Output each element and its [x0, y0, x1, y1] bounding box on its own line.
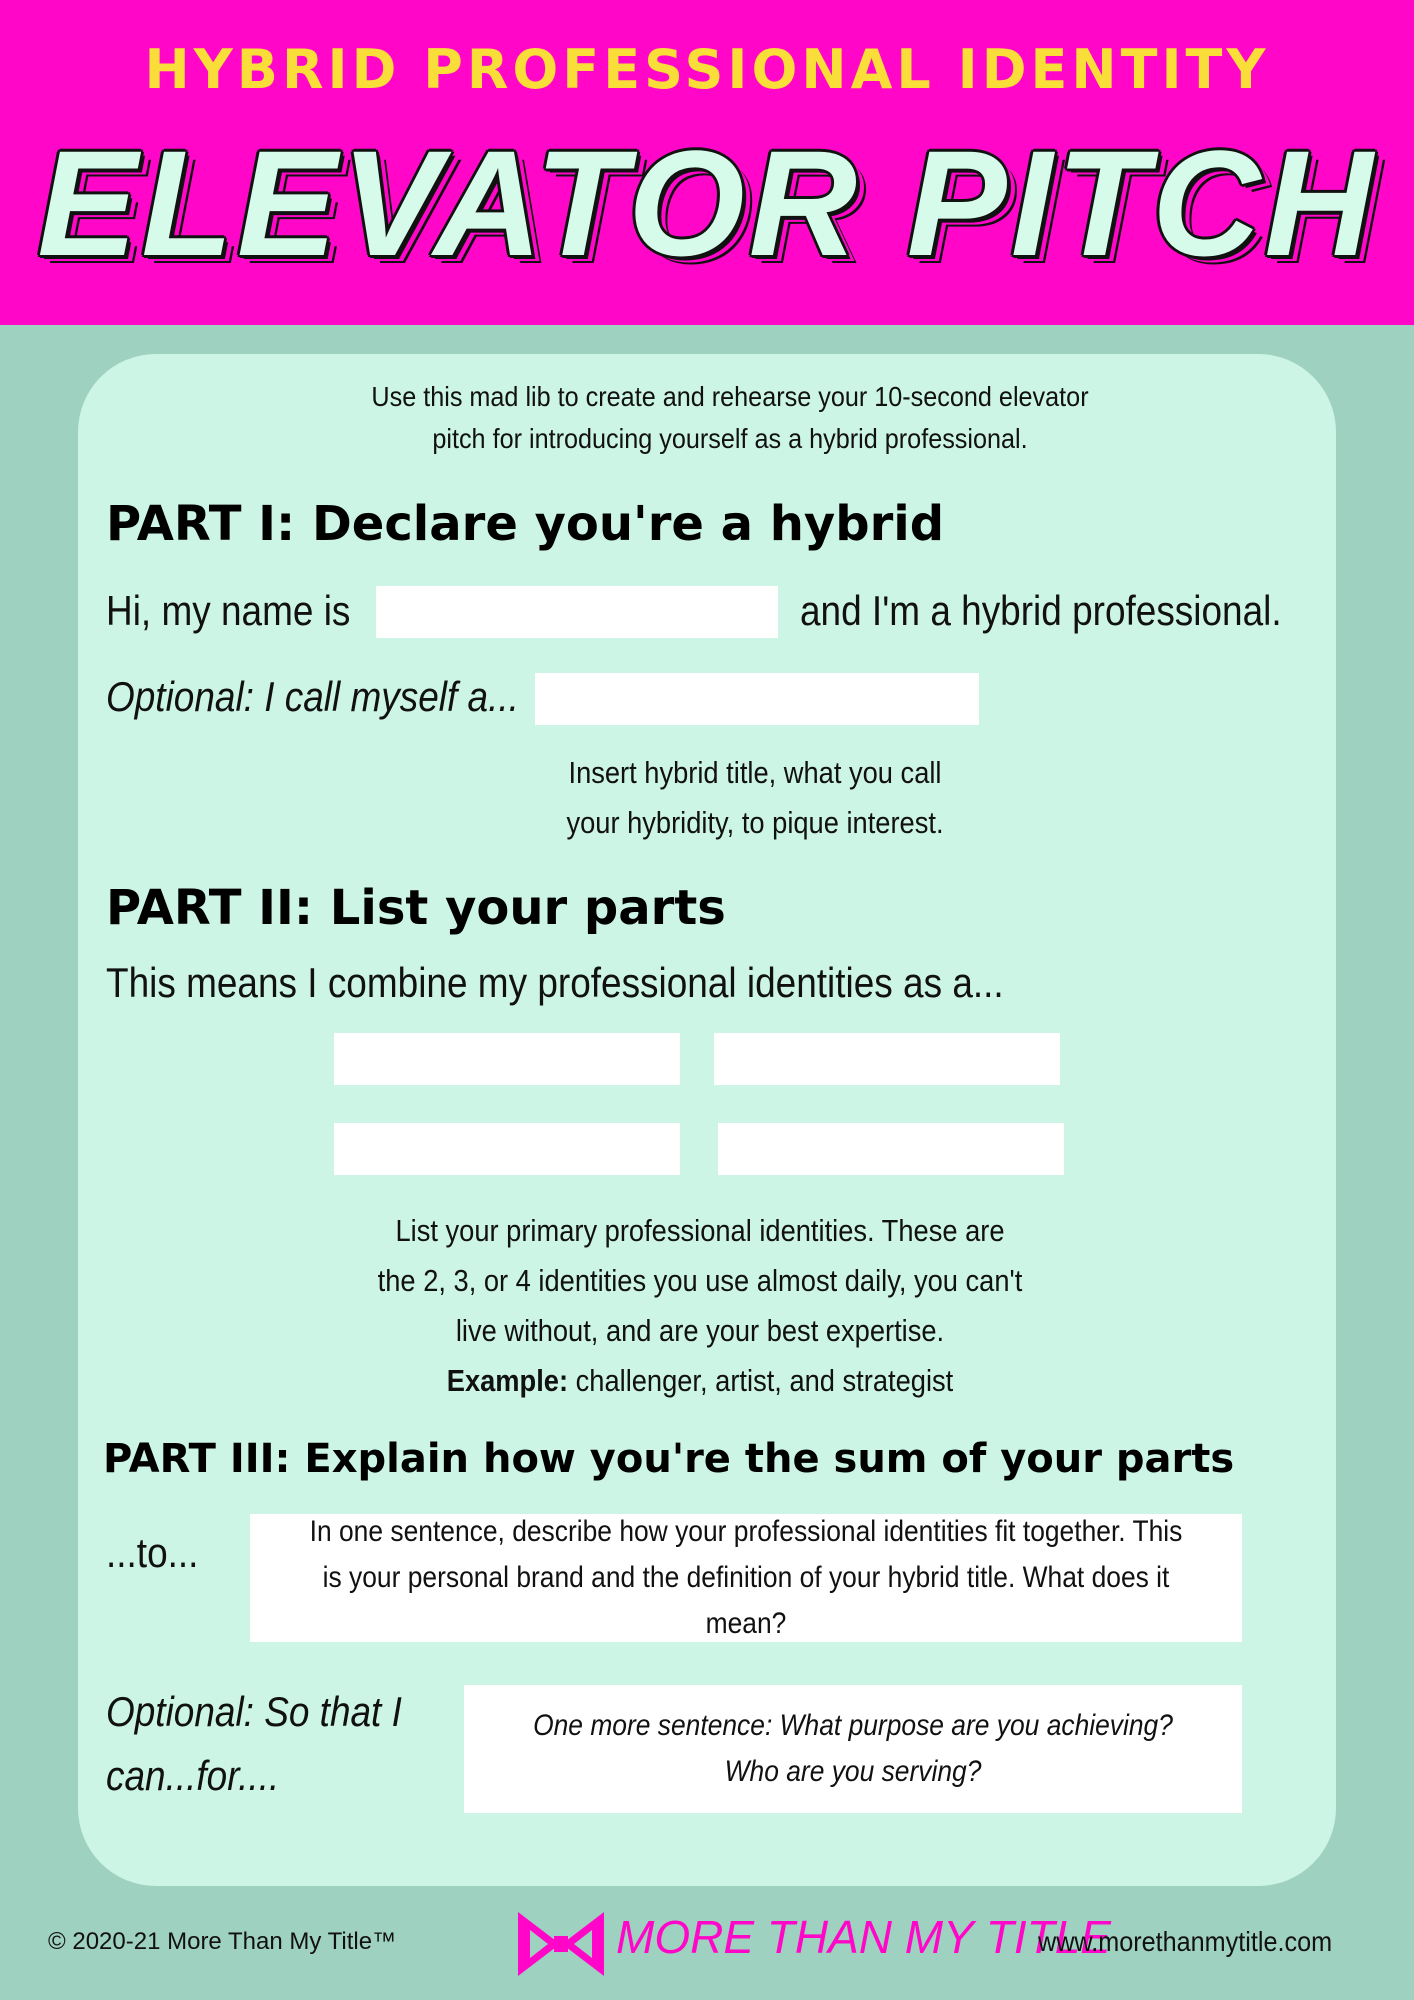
name-suffix: and I'm a hybrid professional. — [800, 587, 1282, 634]
bowtie-icon — [516, 1908, 606, 1980]
part2-line: This means I combine my professional identities as a... — [106, 959, 1004, 1006]
name-input[interactable] — [376, 586, 778, 638]
part2-heading: PART II: List your parts — [106, 880, 726, 936]
identity-input-3[interactable] — [334, 1123, 680, 1175]
part1-heading: PART I: Declare you're a hybrid — [106, 496, 945, 552]
purpose-sentence-box[interactable] — [464, 1685, 1242, 1813]
example-text: challenger, artist, and strategist — [575, 1363, 954, 1398]
name-prefix: Hi, my name is — [106, 587, 351, 634]
example-label: Example: — [446, 1363, 569, 1398]
hybrid-title-input[interactable] — [535, 673, 979, 725]
optional-title-label: Optional: I call myself a... — [106, 673, 519, 720]
identity-input-2[interactable] — [714, 1033, 1060, 1085]
pre-title: HYBRID PROFESSIONAL IDENTITY — [144, 38, 1270, 101]
part2-caption-text: List your primary professional identities. These are the 2, 3, or 4 identities you use almost daily, you can't live without, and are your best expertise. — [377, 1213, 1023, 1348]
part2-caption — [374, 1206, 1025, 1406]
to-sentence-box[interactable] — [250, 1514, 1242, 1642]
website-link[interactable]: www.morethanmytitle.com — [1038, 1926, 1333, 1957]
identity-input-1[interactable] — [334, 1033, 680, 1085]
header-banner — [0, 0, 1414, 325]
content-card — [78, 354, 1336, 1886]
page-title: ELEVATOR PITCH — [37, 119, 1377, 287]
part3-heading: PART III: Explain how you're the sum of your parts — [103, 1436, 1235, 1482]
logo-text[interactable]: MORE THAN MY TITLE — [616, 1911, 1111, 1963]
part1-caption: Insert hybrid title, what you call your hybridity, to pique interest. — [566, 755, 944, 840]
to-label: ...to... — [106, 1529, 199, 1576]
optional-purpose-label: Optional: So that I can...for.... — [106, 1688, 402, 1799]
purpose-sentence-prompt: One more sentence: What purpose are you achieving? Who are you serving? — [533, 1709, 1173, 1788]
identity-input-4[interactable] — [718, 1123, 1064, 1175]
to-sentence-prompt: In one sentence, describe how your professional identities fit together. This is your personal brand and the definition of your hybrid title. What does it mean? — [309, 1515, 1183, 1640]
intro-text: Use this mad lib to create and rehearse your 10-second elevator pitch for introducing yourself as a hybrid professional. — [371, 381, 1089, 454]
copyright: © 2020-21 More Than My Title™ — [48, 1928, 397, 1955]
